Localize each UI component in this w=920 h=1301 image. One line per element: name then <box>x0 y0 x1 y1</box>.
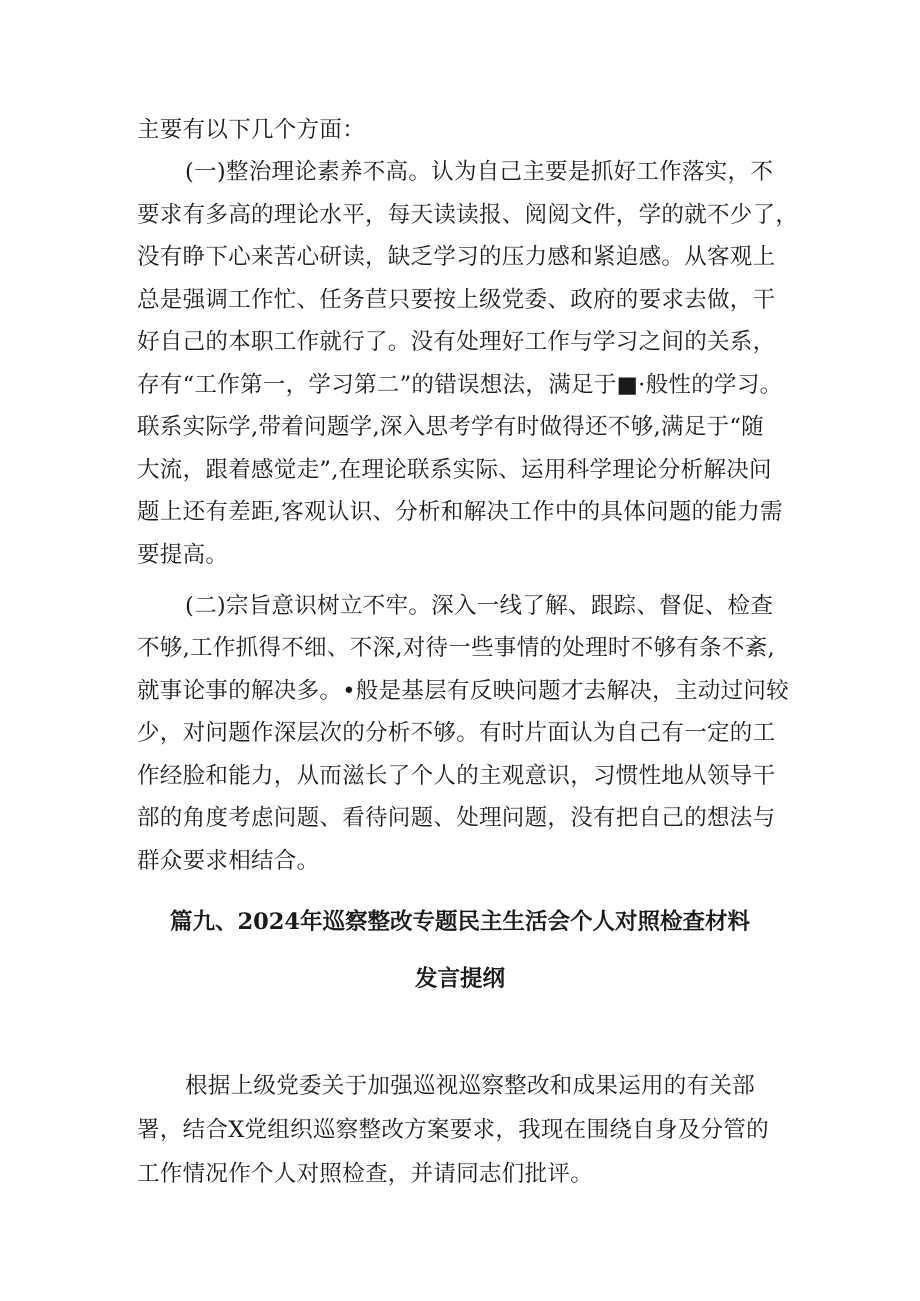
paragraph-line: 部的角度考虑问题、看待问题、处理问题，没有把自己的想法与 <box>137 805 776 831</box>
paragraph-line: 根据上级党委关于加强巡视巡察整改和成果运用的有关部 <box>185 1073 756 1099</box>
paragraph-line: 没有睁下心来苦心研读，缺乏学习的压力感和紧迫感。从客观上 <box>137 244 776 270</box>
paragraph-line: 大流，跟着感觉走”,在理论联系实际、运用科学理论分析解决问 <box>137 457 772 483</box>
paragraph-line: 联系实际学,带着问题学,深入思考学有时做得还不够,满足于“随 <box>137 414 764 440</box>
paragraph-line: 要求有多高的理论水平，每天读读报、阅阅文件，学的就不少了， <box>137 202 799 228</box>
section-heading: 篇九、2024年巡察整改专题民主生活会个人对照检查材料 <box>169 909 751 935</box>
paragraph-line: 题上还有差距,客观认识、分析和解决工作中的具体问题的能力需 <box>137 499 783 525</box>
paragraph-line: 群众要求相结合。 <box>137 848 320 874</box>
paragraph-line: 就事论事的解决多。•般是基层有反映问题才去解决，主动过问较 <box>137 678 789 704</box>
paragraph-line: 作经脸和能力，从而滋长了个人的主观意识，习惯性地从领导干 <box>137 763 776 789</box>
paragraph-line: 好自己的本职工作就行了。没有处理好工作与学习之间的关系， <box>137 329 776 355</box>
paragraph-line: 总是强调工作忙、任务苣只要按上级党委、政府的要求去做，干 <box>137 287 776 313</box>
paragraph-line: (二)宗旨意识树立不牢。深入一线了解、跟踪、督促、检查 <box>185 593 774 619</box>
paragraph-line: 存有“工作第一，学习第二”的错误想法，满足于■·般性的学习。 <box>137 372 783 398</box>
paragraph-line: 要提高。 <box>137 542 229 568</box>
paragraph-line: 工作情况作个人对照检查，并请同志们批评。 <box>137 1161 594 1187</box>
paragraph-line: 不够,工作抓得不细、不深,对待一些事情的处理时不够有条不紊, <box>137 635 775 661</box>
paragraph-line: 主要有以下几个方面： <box>137 117 366 143</box>
paragraph-line: 少，对问题作深层次的分析不够。有时片面认为自己有一定的工 <box>137 720 776 746</box>
paragraph-line: (一)整治理论素养不高。认为自己主要是抓好工作落实，不 <box>185 159 774 185</box>
section-heading-subtitle: 发言提纲 <box>414 966 505 992</box>
paragraph-line: 署，结合X党组织巡察整改方案要求，我现在围绕自身及分管的 <box>137 1117 769 1143</box>
